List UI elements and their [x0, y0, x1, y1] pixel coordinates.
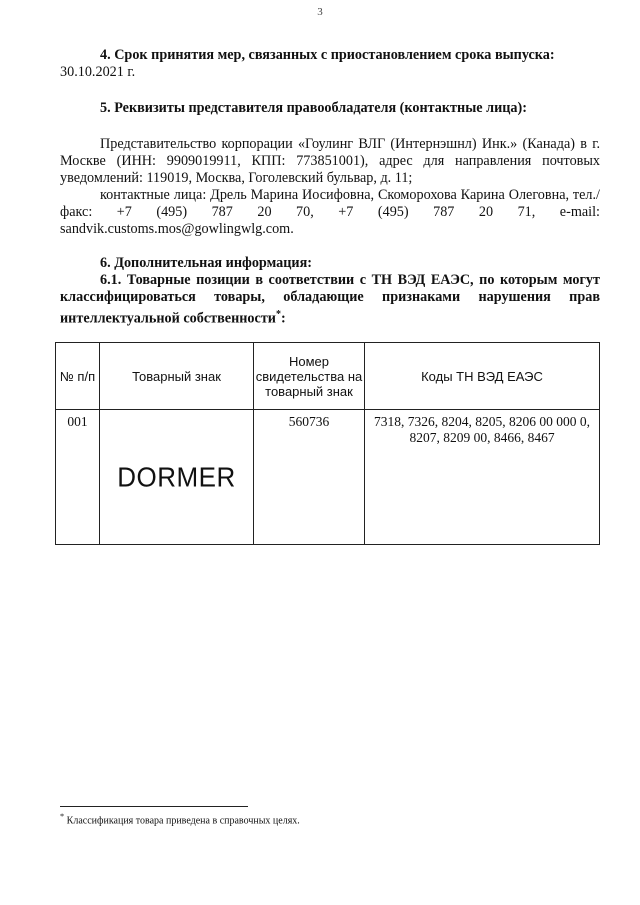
section-6-1 — [60, 272, 600, 328]
header-codes: Коды ТН ВЭД ЕАЭС — [365, 343, 600, 410]
section-4 — [60, 47, 600, 81]
trademark-logo: DORMER — [117, 460, 236, 493]
cell-cert: 560736 — [254, 410, 365, 545]
section-4-value: 30.10.2021 г. — [60, 64, 136, 80]
footnote-ref: * — [275, 309, 281, 320]
section-6-1-heading — [60, 272, 600, 328]
header-mark: Товарный знак — [100, 343, 254, 410]
section-6-1-text: 6.1. Товарные позиции в соответствии с ТН ВЭД ЕАЭС, по которым могут классифицироваться товары, обладающие признаками нарушения прав интеллектуальной собственности — [60, 272, 600, 327]
table-header-row — [56, 343, 600, 410]
section-5-heading: 5. Реквизиты представителя правообладателя (контактные лица): — [100, 100, 527, 116]
footnote — [60, 811, 300, 827]
cell-mark — [100, 410, 254, 545]
footnote-mark: * — [60, 812, 65, 821]
section-5-body — [60, 136, 600, 238]
trademark-table — [55, 342, 600, 545]
section-6-1-colon: : — [280, 310, 286, 327]
footnote-divider — [60, 806, 248, 807]
cell-num: 001 — [56, 410, 100, 545]
footnote-text: Классификация товара приведена в справочных целях. — [66, 815, 300, 827]
section-4-heading: 4. Срок принятия мер, связанных с приостановлением срока выпуска: — [100, 47, 555, 63]
header-num: № п/п — [56, 343, 100, 410]
contacts-paragraph: контактные лица: Дрель Марина Иосифовна, Скоморохова Карина Олеговна, тел./факс: +7 (495) 787 20 70, +7 (495) 787 20 71, e-mail: sandvik.customs.mos@gowlingwlg.com. — [60, 187, 600, 237]
cell-codes: 7318, 7326, 8204, 8205, 8206 00 000 0, 8207, 8209 00, 8466, 8467 — [365, 410, 600, 545]
section-6-heading: 6. Дополнительная информация: — [100, 255, 312, 271]
table-row — [56, 410, 600, 545]
representative-paragraph: Представительство корпорации «Гоулинг ВЛГ (Интернэшнл) Инк.» (Канада) в г. Москве (ИНН: 9909019911, КПП: 773851001), адрес для направления почтовых уведомлений: 119019, Москва, Гоголевский бульвар, д. 11; — [60, 136, 600, 186]
page-number: 3 — [317, 6, 323, 18]
header-cert: Номер свидетельства на товарный знак — [254, 343, 365, 410]
